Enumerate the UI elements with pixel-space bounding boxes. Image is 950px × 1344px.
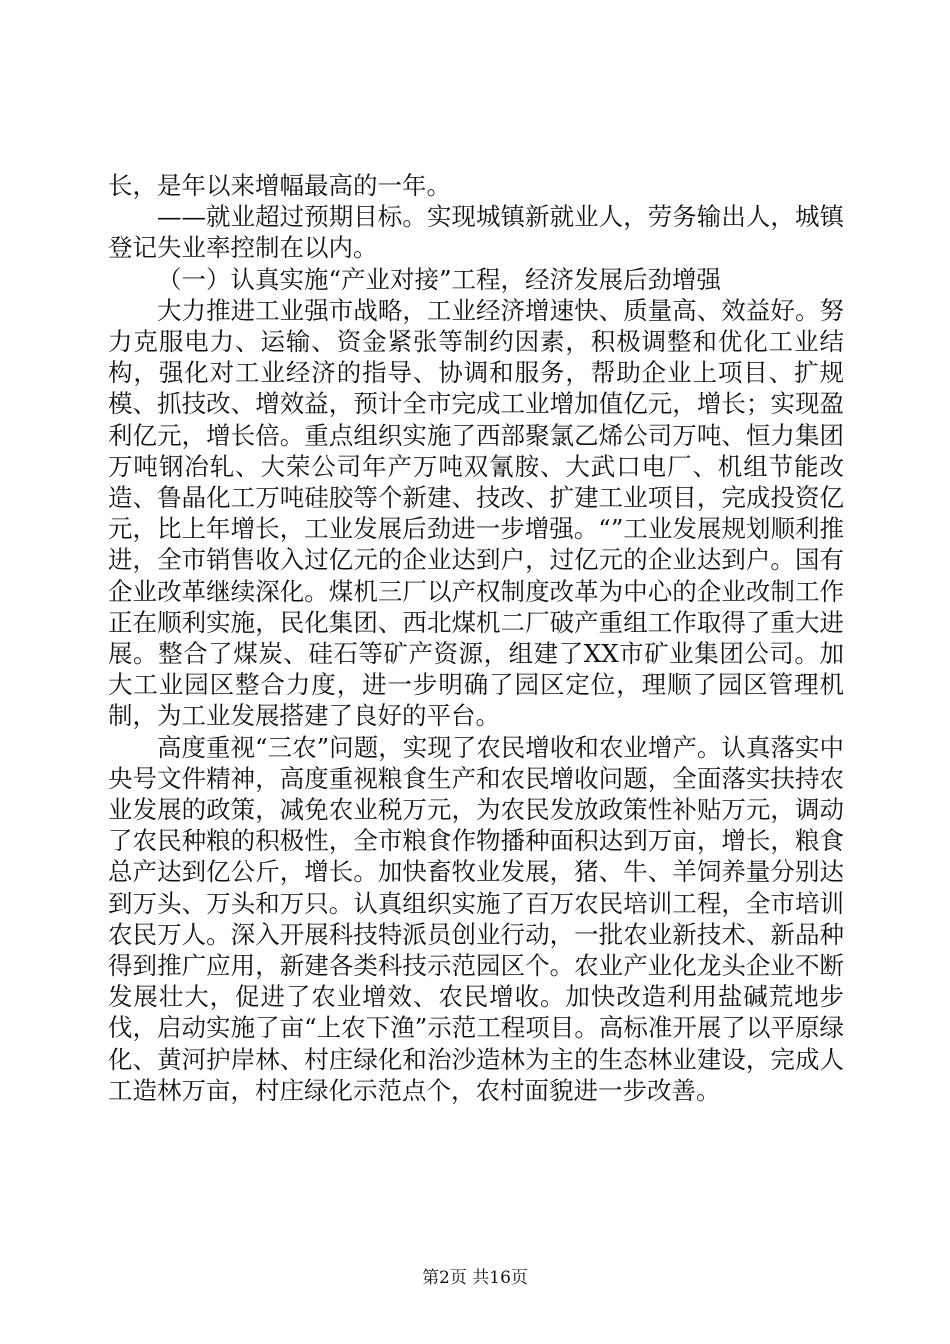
section-heading: （一）认真实施“产业对接”工程，经济发展后劲增强 xyxy=(157,264,722,294)
body-text xyxy=(108,170,844,1106)
page-number: 第2页 共16页 xyxy=(422,1268,528,1288)
paragraph-employment: ——就业超过预期目标。实现城镇新就业人，劳务输出人，城镇登记失业率控制在以内。 xyxy=(108,202,844,263)
paragraph-industry: 大力推进工业强市战略，工业经济增速快、质量高、效益好。努力克服电力、运输、资金紧张等制约因素，积极调整和优化工业结构，强化对工业经济的指导、协调和服务，帮助企业上项目、扩规模、抓技改、增效益，预计全市完成工业增加值亿元，增长；实现盈利亿元，增长倍。重点组织实施了西部聚氯乙烯公司万吨、恒力集团万吨钢冶轧、大荣公司年产万吨双氰胺、大武口电厂、机组节能改造、鲁晶化工万吨硅胶等个新建、技改、扩建工业项目，完成投资亿元，比上年增长，工业发展后劲进一步增强。“”工业发展规划顺利推进，全市销售收入过亿元的企业达到户，过亿元的企业达到户。国有企业改革继续深化。煤机三厂以产权制度改革为中心的企业改制工作正在顺利实施，民化集团、西北煤机二厂破产重组工作取得了重大进展。整合了煤炭、硅石等矿产资源，组建了XX市矿业集团公司。加大工业园区整合力度，进一步明确了园区定位，理顺了园区管理机制，为工业发展搭建了良好的平台。 xyxy=(108,295,844,731)
paragraph-continuation: 长，是年以来增幅最高的一年。 xyxy=(108,171,451,200)
page-footer xyxy=(0,1268,950,1288)
paragraph-agriculture: 高度重视“三农”问题，实现了农民增收和农业增产。认真落实中央号文件精神，高度重视粮食生产和农民增收问题，全面落实扶持农业发展的政策，减免农业税万元，为农民发放政策性补贴万元，调动了农民种粮的积极性，全市粮食作物播种面积达到万亩，增长，粮食总产达到亿公斤，增长。加快畜牧业发展，猪、牛、羊饲养量分别达到万头、万头和万只。认真组织实施了百万农民培训工程，全市培训农民万人。深入开展科技特派员创业行动，一批农业新技术、新品种得到推广应用，新建各类科技示范园区个。农业产业化龙头企业不断发展壮大，促进了农业增效、农民增收。加快改造利用盐碱荒地步伐，启动实施了亩“上农下渔”示范工程项目。高标准开展了以平原绿化、黄河护岸林、村庄绿化和治沙造林为主的生态林业建设，完成人工造林万亩，村庄绿化示范点个，农村面貌进一步改善。 xyxy=(108,732,844,1105)
